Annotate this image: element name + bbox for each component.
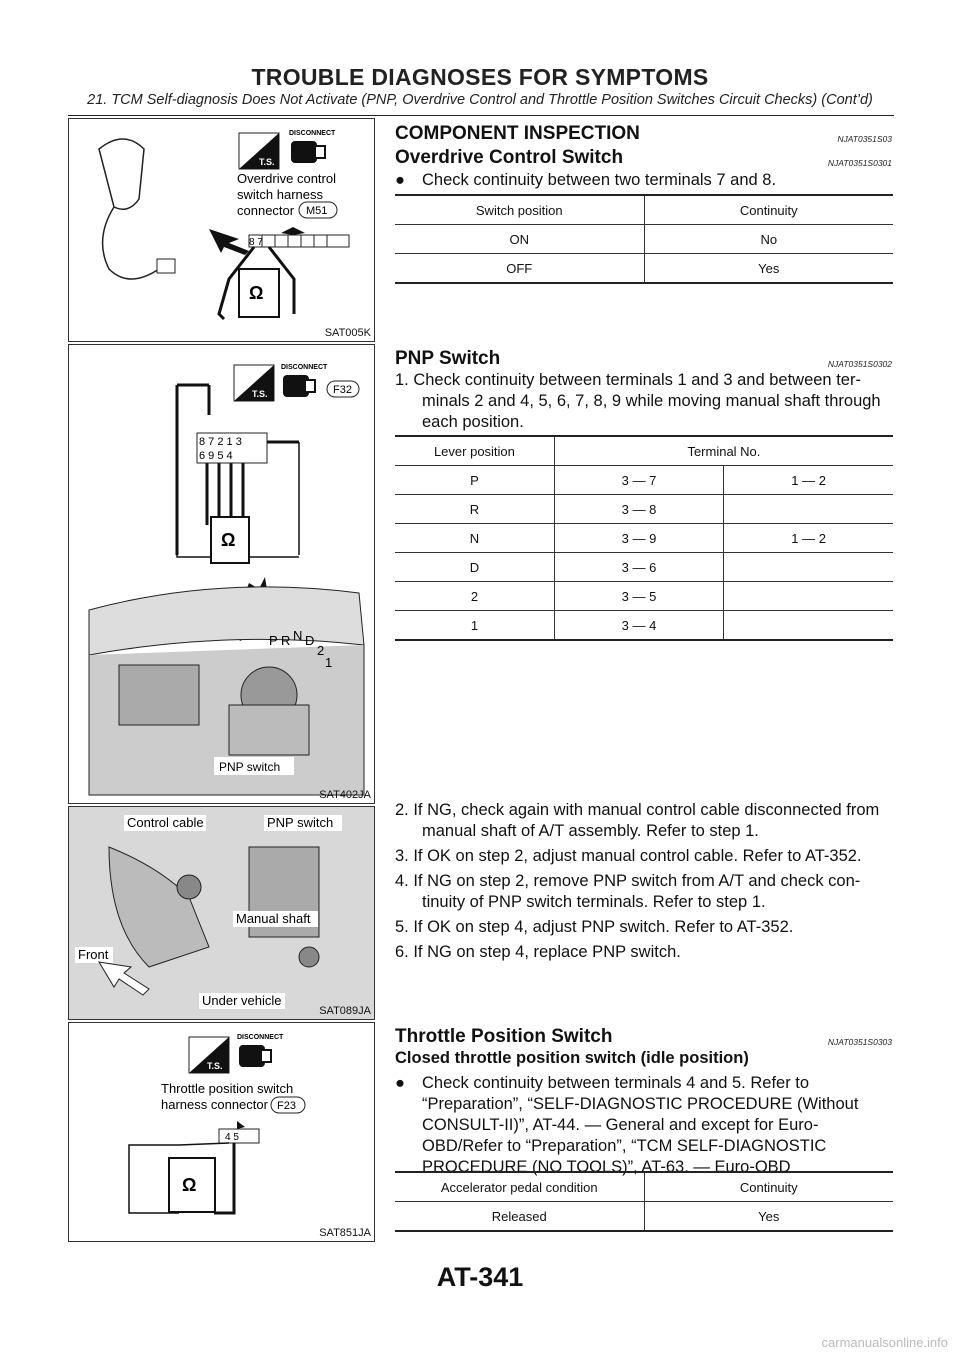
svg-text:DISCONNECT: DISCONNECT [289, 130, 336, 137]
control-cable-diagram [69, 807, 374, 1019]
svg-text:4 5: 4 5 [225, 1132, 239, 1143]
ref-code: NJAT0351S0303 [827, 1037, 892, 1047]
svg-text:Ω: Ω [221, 530, 236, 550]
step-text: 5. If OK on step 4, adjust PNP switch. Refer to AT-352. [395, 918, 794, 936]
watermark: carmanualsonline.info [821, 1335, 948, 1350]
svg-text:1: 1 [325, 655, 333, 670]
overdrive-table [395, 194, 893, 284]
table-header: Lever position [395, 436, 554, 466]
page-header-title: TROUBLE DIAGNOSES FOR SYMPTOMS [251, 64, 709, 90]
table-header-row [395, 436, 893, 466]
step-text: 1. Check continuity between terminals 1 and 3 and between ter-minals 2 and 4, 5, 6, 7, 8, 9 while moving manual shaft through each position. [395, 371, 881, 431]
svg-text:DISCONNECT: DISCONNECT [281, 364, 328, 371]
pnp-step-2 [395, 800, 893, 842]
svg-text:switch harness: switch harness [237, 187, 323, 202]
svg-text:F32: F32 [333, 384, 352, 396]
svg-text:8 7: 8 7 [249, 237, 263, 248]
section-title-overdrive: Overdrive Control Switch [395, 147, 624, 168]
section-title-component-inspection: COMPONENT INSPECTION [395, 123, 640, 144]
table-cell: 3 — 9 [554, 524, 723, 553]
pnp-step-5 [395, 917, 893, 938]
pnp-table [395, 435, 893, 641]
pnp-switch-diagram [69, 345, 374, 803]
table-cell: Yes [644, 254, 893, 284]
svg-text:2: 2 [317, 643, 325, 658]
svg-text:connector: connector [237, 203, 295, 218]
table-row [395, 611, 893, 641]
svg-text:Control cable: Control cable [127, 815, 204, 830]
table-header: Continuity [644, 1172, 893, 1202]
svg-text:Ω: Ω [182, 1175, 197, 1195]
table-cell: 3 — 7 [554, 466, 723, 495]
ref-code: NJAT0351S0301 [827, 158, 892, 168]
svg-text:6 9 5 4: 6 9 5 4 [199, 450, 233, 462]
table-row [395, 495, 893, 524]
svg-text:P: P [269, 633, 278, 648]
table-cell: 1 — 2 [724, 524, 893, 553]
pnp-step-3 [395, 846, 893, 867]
bullet-mark: ● [395, 171, 405, 189]
table-row [395, 466, 893, 495]
step-text: 3. If OK on step 2, adjust manual control cable. Refer to AT-352. [395, 847, 862, 865]
svg-text:Overdrive control: Overdrive control [237, 171, 336, 186]
bullet-text: Check continuity between two terminals 7 and 8. [422, 171, 777, 189]
table-cell: No [644, 225, 893, 254]
svg-text:Throttle position switch: Throttle position switch [161, 1081, 294, 1096]
ref-code: NJAT0351S0302 [827, 359, 892, 369]
figure-pnp-switch [68, 344, 375, 804]
table-cell: N [395, 524, 554, 553]
table-cell [724, 611, 893, 641]
figure-caption: SAT005K [324, 327, 371, 339]
pnp-step-6 [395, 942, 893, 963]
figure-caption: SAT089JA [319, 1005, 371, 1017]
table-cell: 1 — 2 [724, 466, 893, 495]
table-header-row [395, 195, 893, 225]
ref-code: NJAT0351S03 [837, 134, 892, 144]
table-row [395, 553, 893, 582]
throttle-subtitle: Closed throttle position switch (idle position) [395, 1049, 749, 1067]
overdrive-bullet [395, 170, 893, 191]
svg-text:Ω: Ω [249, 283, 264, 303]
table-cell [724, 495, 893, 524]
figure-control-cable [68, 806, 375, 1020]
svg-text:M51: M51 [306, 205, 328, 217]
figure-caption: SAT851JA [319, 1227, 371, 1239]
page-number: AT-341 [436, 1262, 524, 1292]
svg-text:PNP switch: PNP switch [267, 815, 334, 830]
header-rule [68, 115, 894, 116]
throttle-bullet [395, 1073, 893, 1178]
table-cell: ON [395, 225, 644, 254]
table-cell [724, 582, 893, 611]
pnp-step-4 [395, 871, 893, 913]
table-header: Continuity [644, 195, 893, 225]
pnp-step-1 [395, 370, 893, 433]
table-cell: 3 — 4 [554, 611, 723, 641]
figure-caption: SAT402JA [319, 789, 371, 801]
bullet-text: Check continuity between terminals 4 and 5. Refer to “Preparation”, “SELF-DIAGNOSTIC PROCEDURE (Without CONSULT-II)”, AT-44. — General and except for Euro-OBD/Refer to “Preparation”, “TCM SELF-DIAGNOSTIC PROCEDURE (NO TOOLS)”, AT-63. — Euro-OBD [422, 1074, 859, 1176]
table-cell: 2 [395, 582, 554, 611]
figure-overdrive-switch [68, 118, 375, 342]
svg-text:harness connector: harness connector [161, 1097, 268, 1112]
table-row [395, 254, 893, 284]
svg-text:F23: F23 [277, 1100, 296, 1112]
table-cell: 1 [395, 611, 554, 641]
svg-text:PNP switch: PNP switch [219, 760, 281, 774]
section-title-pnp: PNP Switch [395, 348, 501, 369]
throttle-switch-diagram [69, 1023, 374, 1241]
table-row [395, 524, 893, 553]
table-cell: D [395, 553, 554, 582]
table-row [395, 1202, 893, 1232]
table-cell: R [395, 495, 554, 524]
table-cell [724, 553, 893, 582]
table-header: Switch position [395, 195, 644, 225]
table-cell: 3 — 5 [554, 582, 723, 611]
overdrive-switch-diagram [69, 119, 374, 341]
bullet-mark: ● [395, 1074, 405, 1092]
step-text: 4. If NG on step 2, remove PNP switch from A/T and check con-tinuity of PNP switch terminals. Refer to step 1. [395, 872, 861, 911]
table-header: Accelerator pedal condition [395, 1172, 644, 1202]
svg-text:R: R [281, 633, 291, 648]
table-cell: Released [395, 1202, 644, 1232]
throttle-table [395, 1171, 893, 1232]
svg-text:DISCONNECT: DISCONNECT [237, 1034, 284, 1041]
section-title-throttle: Throttle Position Switch [395, 1026, 613, 1047]
table-cell: OFF [395, 254, 644, 284]
table-cell: P [395, 466, 554, 495]
svg-text:N: N [293, 628, 303, 643]
table-row [395, 582, 893, 611]
table-row [395, 225, 893, 254]
svg-text:T.S.: T.S. [259, 157, 275, 167]
step-text: 2. If NG, check again with manual control cable disconnected from manual shaft of A/T assembly. Refer to step 1. [395, 801, 880, 840]
page-header-subtitle: 21. TCM Self-diagnosis Does Not Activate (PNP, Overdrive Control and Throttle Position Switches Circuit Checks) (Cont’d) [87, 92, 873, 108]
svg-text:Front: Front [78, 947, 109, 962]
table-cell: 3 — 6 [554, 553, 723, 582]
svg-text:D: D [305, 633, 315, 648]
svg-text:Manual shaft: Manual shaft [236, 911, 311, 926]
svg-text:Under vehicle: Under vehicle [202, 993, 282, 1008]
table-cell: Yes [644, 1202, 893, 1232]
table-header: Terminal No. [554, 436, 893, 466]
step-text: 6. If NG on step 4, replace PNP switch. [395, 943, 681, 961]
figure-throttle-switch [68, 1022, 375, 1242]
svg-text:8 7 2 1 3: 8 7 2 1 3 [199, 436, 242, 448]
table-header-row [395, 1172, 893, 1202]
svg-text:T.S.: T.S. [252, 389, 268, 399]
svg-text:T.S.: T.S. [207, 1061, 223, 1071]
table-cell: 3 — 8 [554, 495, 723, 524]
